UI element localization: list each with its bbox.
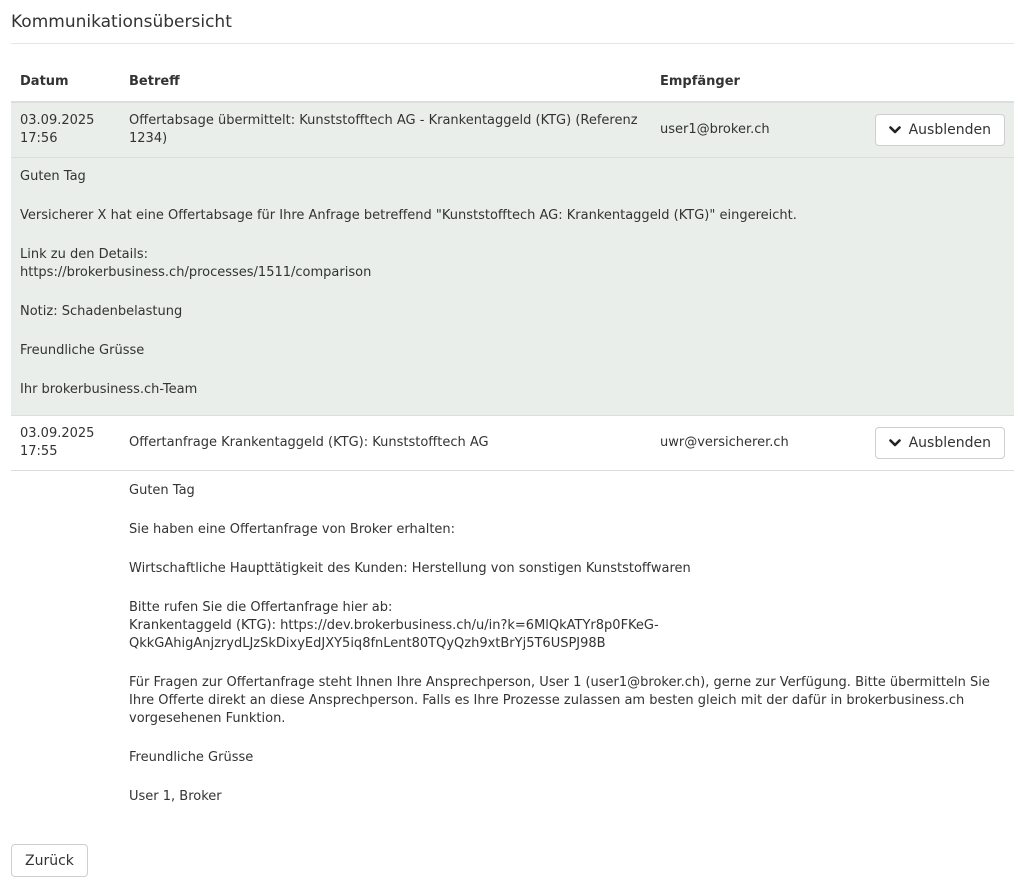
body-link-url[interactable]: https://brokerbusiness.ch/processes/1511/comparison xyxy=(20,265,372,280)
body-indent-spacer xyxy=(11,471,120,821)
message-date-day: 03.09.2025 xyxy=(20,426,95,441)
message-body xyxy=(11,158,1014,416)
message-body-row xyxy=(11,158,1014,416)
message-recipient: uwr@versicherer.ch xyxy=(651,416,855,471)
message-actions xyxy=(855,102,1014,158)
message-body xyxy=(120,471,1014,821)
body-link-label: Link zu den Details: xyxy=(20,247,149,262)
hide-message-button[interactable] xyxy=(875,427,1005,459)
column-header-actions xyxy=(855,63,1014,102)
body-text-line: Versicherer X hat eine Offertabsage für Ihre Anfrage betreffend "Kunststofftech AG: Krankentaggeld (KTG)" eingereicht. xyxy=(20,208,797,223)
communication-table xyxy=(11,63,1014,820)
body-closing: Freundliche Grüsse xyxy=(129,750,254,765)
body-link-block xyxy=(129,599,1005,653)
table-row[interactable] xyxy=(11,416,1014,471)
message-date-day: 03.09.2025 xyxy=(20,113,95,128)
body-note: Notiz: Schadenbelastung xyxy=(20,304,183,319)
body-greeting: Guten Tag xyxy=(129,483,195,498)
body-link-intro: Bitte rufen Sie die Offertanfrage hier ab: xyxy=(129,600,393,615)
message-recipient: user1@broker.ch xyxy=(651,102,855,158)
back-button[interactable]: Zurück xyxy=(11,844,88,877)
message-subject: Offertabsage übermittelt: Kunststofftech AG - Krankentaggeld (KTG) (Referenz 1234) xyxy=(120,102,651,158)
body-contact-info: Für Fragen zur Offertanfrage steht Ihnen Ihre Ansprechperson, User 1 (user1@broker.ch), gerne zur Verfügung. Bitte übermitteln Sie Ihre Offerte direkt an diese Ansprechperson. Falls es Ihre Prozesse zulassen am besten gleich mit der dafür in brokerbusiness.ch vorgesehenen Funktion. xyxy=(129,675,990,726)
page-title: Kommunikationsübersicht xyxy=(11,12,232,32)
body-signature: Ihr brokerbusiness.ch-Team xyxy=(20,382,198,397)
title-divider xyxy=(11,43,1014,44)
message-date-time: 17:55 xyxy=(20,444,58,459)
column-header-betreff: Betreff xyxy=(120,63,651,102)
body-text-line: Sie haben eine Offertanfrage von Broker erhalten: xyxy=(129,522,456,537)
message-date xyxy=(11,102,120,158)
hide-message-label: Ausblenden xyxy=(908,435,991,451)
message-subject: Offertanfrage Krankentaggeld (KTG): Kunststofftech AG xyxy=(120,416,651,471)
body-signature: User 1, Broker xyxy=(129,789,222,804)
column-header-datum: Datum xyxy=(11,63,120,102)
message-body-row xyxy=(11,471,1014,821)
body-greeting: Guten Tag xyxy=(20,169,86,184)
message-date-time: 17:56 xyxy=(20,131,58,146)
column-header-empfaenger: Empfänger xyxy=(651,63,855,102)
chevron-down-icon xyxy=(889,125,901,135)
body-text-line: Wirtschaftliche Haupttätigkeit des Kunden: Herstellung von sonstigen Kunststoffwaren xyxy=(129,561,691,576)
message-actions xyxy=(855,416,1014,471)
table-row[interactable] xyxy=(11,102,1014,158)
body-closing: Freundliche Grüsse xyxy=(20,343,145,358)
hide-message-button[interactable] xyxy=(875,114,1005,146)
body-link-url[interactable]: Krankentaggeld (KTG): https://dev.brokerbusiness.ch/u/in?k=6MlQkATYr8p0FKeG- xyxy=(129,618,659,633)
hide-message-label: Ausblenden xyxy=(908,122,991,138)
table-header-row xyxy=(11,63,1014,102)
message-date xyxy=(11,416,120,471)
body-link-block xyxy=(20,246,1005,282)
chevron-down-icon xyxy=(889,438,901,448)
body-link-url-continued[interactable]: QkkGAhigAnjzrydLJzSkDixyEdJXY5iq8fnLent80TQyQzh9xtBrYj5T6USPJ98B xyxy=(129,636,606,651)
